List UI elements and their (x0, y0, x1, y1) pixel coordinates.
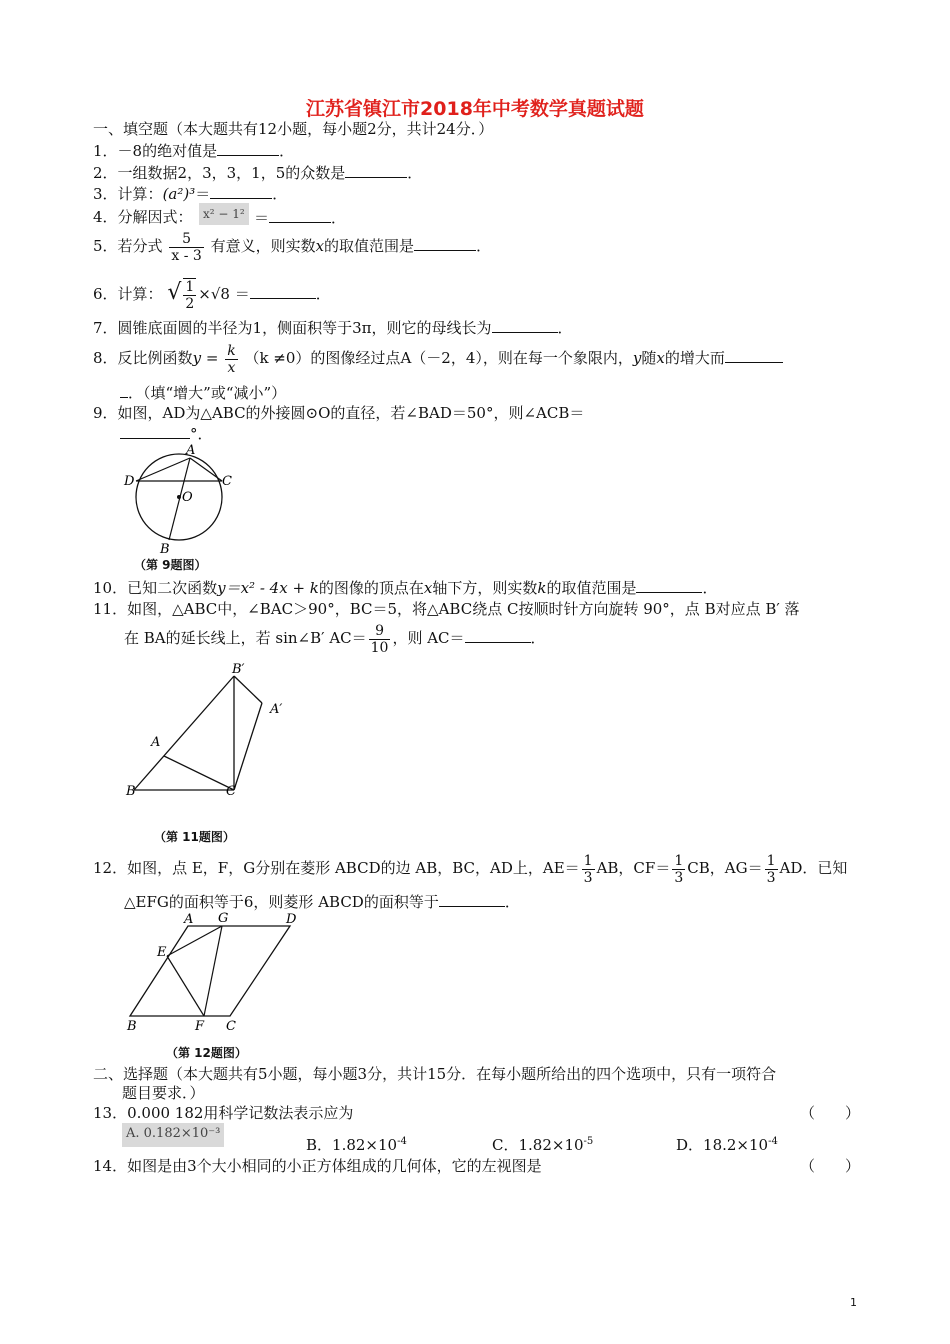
answer-parentheses[interactable]: （ ） (800, 1104, 861, 1122)
answer-blank[interactable] (269, 208, 331, 223)
fraction: $\frac{1}{3}$ (766, 852, 776, 886)
figure-11-rotation-diagram (122, 658, 292, 800)
question-2: 2．一组数据2，3，3，1，5的众数是 ． (93, 164, 423, 182)
answer-blank[interactable] (345, 163, 407, 178)
point-label: G (218, 911, 229, 926)
fraction: $\frac{5}{x - 3}$ (171, 230, 202, 264)
point-label: A (151, 735, 161, 750)
point-label: O (182, 490, 193, 505)
section-1-heading: 一、填空题（本大题共有12小题，每小题2分，共计24分．） (93, 120, 494, 138)
question-13: 13．0.000 182用科学记数法表示应为 (93, 1104, 354, 1122)
question-4-answer: ＝ ． (254, 209, 347, 227)
section-2-heading: 二、选择题（本大题共有5小题，每小题3分，共计15分．在每小题所给出的四个选项中，只有一项符合 (93, 1065, 777, 1083)
point-label: B′ (232, 662, 245, 677)
question-11: 11．如图，△ABC中，∠BAC＞90°，BC＝5，将△ABC绕点 C按顺时针方向旋转 90°，点 B对应点 B′ 落 (93, 600, 800, 618)
question-8: 8．反比例函数y = $\frac{k}{x}$ （k ≠0）的图像经过点A（－2，4），则在每一个象限内，y随x的增大而 (93, 340, 783, 376)
point-label: A′ (270, 702, 283, 717)
point-label: B (127, 1019, 137, 1034)
option-d[interactable]: D．$18.2\times 10^{-4}$ (676, 1136, 778, 1154)
point-label: B (126, 784, 136, 799)
option-b[interactable]: B．$1.82\times 10^{-4}$ (306, 1136, 407, 1154)
answer-blank[interactable] (120, 424, 190, 439)
question-3: 3．计算：(a²)³＝ ． (93, 185, 288, 203)
question-10: 10．已知二次函数y＝x² - 4x + k的图像的顶点在x轴下方，则实数k的取值范围是 ． (93, 579, 718, 597)
point-label: D (124, 474, 135, 489)
point-label: D (286, 912, 297, 927)
point-label: A (184, 912, 194, 927)
fraction: $\frac{k}{x}$ (227, 342, 236, 376)
question-12-line-2: △EFG的面积等于6，则菱形 ABCD的面积等于 ． (124, 893, 520, 911)
fraction: $\frac{1}{3}$ (674, 852, 684, 886)
answer-blank[interactable] (439, 892, 505, 907)
answer-blank[interactable] (465, 628, 531, 643)
question-1: 1．－8的绝对值是 ． (93, 142, 295, 160)
question-9: 9．如图，AD为△ABC的外接圆⊙O的直径，若∠BAD＝50°，则∠ACB＝ (93, 404, 585, 422)
answer-blank[interactable] (725, 348, 783, 363)
answer-blank[interactable] (414, 236, 476, 251)
point-label: C (222, 474, 232, 489)
answer-blank[interactable] (217, 141, 279, 156)
question-11-line-2: 在 BA的延长线上，若 sin∠B′ AC＝ $\frac{9}{10}$ ，则 AC＝ ． (124, 622, 546, 656)
figure-9-caption: （第 9题图） (134, 558, 207, 572)
figure-12-caption: （第 12题图） (166, 1046, 247, 1060)
figure-11-caption: （第 11题图） (154, 830, 235, 844)
answer-blank[interactable] (636, 578, 702, 593)
page-number: 1 (850, 1296, 857, 1309)
question-4: 4．分解因式： (93, 208, 193, 226)
option-a-image[interactable]: A. 0.182×10⁻³ (122, 1123, 224, 1147)
point-label: E (157, 945, 167, 960)
expression-image: x² − 1² (199, 203, 249, 225)
point-label: F (195, 1019, 205, 1034)
point-label: C (226, 784, 236, 799)
point-label: C (226, 1019, 236, 1034)
question-9-line-2: °． (120, 424, 213, 443)
point-label: B (160, 542, 170, 557)
point-label: A (186, 443, 196, 458)
section-2-heading-line-2: 题目要求．） (122, 1084, 205, 1102)
question-7: 7．圆锥底面圆的半径为1，侧面积等于3π，则它的母线长为 ． (93, 319, 573, 337)
question-6: 6．计算： √ $\frac{1}{2}$ ×√8 ＝ ． (93, 279, 331, 312)
answer-blank[interactable] (492, 318, 558, 333)
question-12: 12．如图，点 E，F，G分别在菱形 ABCD的边 AB，BC，AD上，AE＝ $\frac{1}{3}$ AB，CF＝ $\frac{1}{3}$ CB，AG＝ $\frac{1}{3}$ AD．已知 (93, 852, 848, 886)
answer-blank[interactable] (120, 383, 128, 398)
answer-blank[interactable] (250, 284, 316, 299)
question-8-line-2: ．（填“增大”或“减小”） (120, 383, 286, 402)
page-title: 江苏省镇江市2018年中考数学真题试题 (306, 98, 644, 120)
figure-12-rhombus-diagram (122, 910, 307, 1038)
question-5: 5．若分式 $\frac{5}{x - 3}$ 有意义，则实数x的取值范围是 ． (93, 230, 492, 264)
fraction: $\frac{9}{10}$ (370, 622, 389, 656)
fraction: $\frac{1}{3}$ (583, 852, 593, 886)
question-14: 14．如图是由3个大小相同的小正方体组成的几何体，它的左视图是 (93, 1157, 542, 1175)
option-c[interactable]: C．$1.82\times 10^{-5}$ (492, 1136, 594, 1154)
figure-9-circle-diagram (122, 438, 240, 564)
answer-parentheses[interactable]: （ ） (800, 1157, 861, 1175)
answer-blank[interactable] (210, 184, 272, 199)
fraction: $\frac{1}{2}$ (185, 279, 195, 312)
